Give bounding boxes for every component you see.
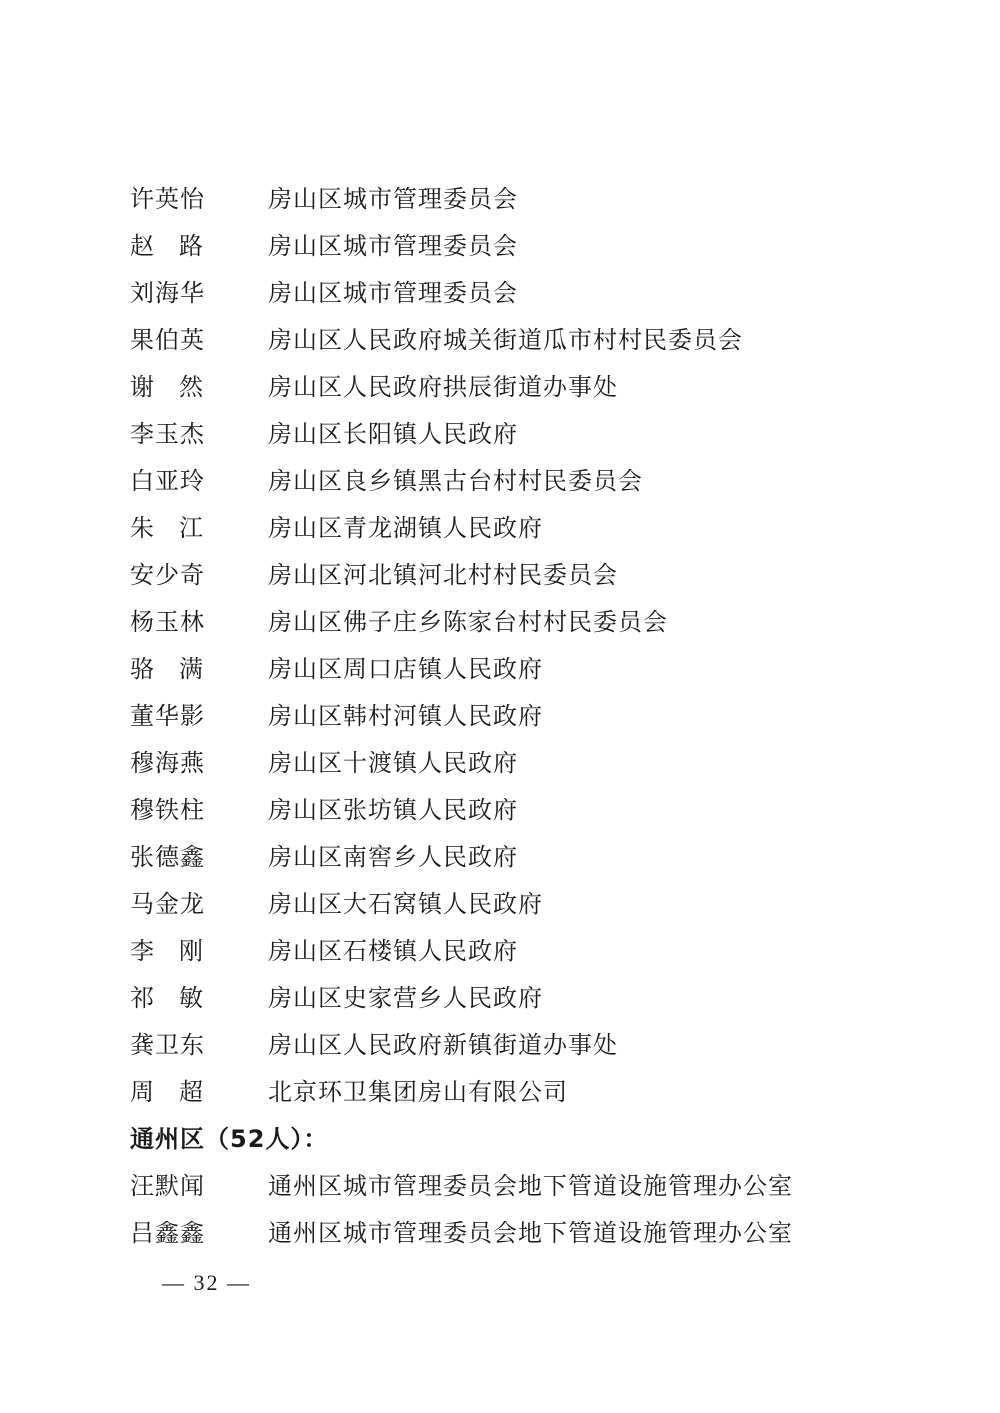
organization-name: 房山区人民政府新镇街道办事处 xyxy=(268,1031,618,1059)
list-item xyxy=(130,693,890,740)
personnel-group-fangshan xyxy=(130,176,890,1116)
person-name: 安少奇 xyxy=(130,561,205,589)
organization-name: 房山区良乡镇黑古台村村民委员会 xyxy=(268,467,643,495)
list-item xyxy=(130,740,890,787)
list-item xyxy=(130,270,890,317)
list-item xyxy=(130,975,890,1022)
organization-name: 房山区城市管理委员会 xyxy=(268,232,518,260)
list-item xyxy=(130,411,890,458)
person-name: 李玉杰 xyxy=(130,420,205,448)
list-item xyxy=(130,552,890,599)
list-item xyxy=(130,881,890,928)
person-name: 许英怡 xyxy=(130,185,205,213)
organization-name: 房山区周口店镇人民政府 xyxy=(268,655,543,683)
list-item xyxy=(130,1210,890,1257)
person-name: 龚卫东 xyxy=(130,1031,205,1059)
person-name: 董华影 xyxy=(130,702,205,730)
list-item xyxy=(130,646,890,693)
person-name: 张德鑫 xyxy=(130,843,205,871)
person-name: 吕鑫鑫 xyxy=(130,1219,205,1247)
list-item xyxy=(130,1022,890,1069)
list-item xyxy=(130,223,890,270)
list-item xyxy=(130,787,890,834)
organization-name: 房山区张坊镇人民政府 xyxy=(268,796,518,824)
list-item xyxy=(130,505,890,552)
organization-name: 北京环卫集团房山有限公司 xyxy=(268,1078,568,1106)
person-name: 刘海华 xyxy=(130,279,205,307)
organization-name: 房山区十渡镇人民政府 xyxy=(268,749,518,777)
person-name: 马金龙 xyxy=(130,890,205,918)
organization-name: 房山区青龙湖镇人民政府 xyxy=(268,514,543,542)
person-name: 李 刚 xyxy=(130,937,204,965)
person-name: 周 超 xyxy=(130,1078,204,1106)
organization-name: 通州区城市管理委员会地下管道设施管理办公室 xyxy=(268,1172,793,1200)
organization-name: 房山区史家营乡人民政府 xyxy=(268,984,543,1012)
organization-name: 房山区佛子庄乡陈家台村村民委员会 xyxy=(268,608,668,636)
person-name: 穆海燕 xyxy=(130,749,205,777)
personnel-list xyxy=(130,176,890,1257)
organization-name: 房山区城市管理委员会 xyxy=(268,279,518,307)
person-name: 赵 路 xyxy=(130,232,204,260)
page-number: — 32 — xyxy=(162,1270,251,1295)
organization-name: 房山区石楼镇人民政府 xyxy=(268,937,518,965)
person-name: 白亚玲 xyxy=(130,467,205,495)
person-name: 谢 然 xyxy=(130,373,204,401)
list-item xyxy=(130,599,890,646)
list-item xyxy=(130,176,890,223)
organization-name: 房山区人民政府城关街道瓜市村村民委员会 xyxy=(268,326,743,354)
person-name: 汪默闻 xyxy=(130,1172,205,1200)
organization-name: 通州区城市管理委员会地下管道设施管理办公室 xyxy=(268,1219,793,1247)
personnel-group-tongzhou xyxy=(130,1163,890,1257)
organization-name: 房山区大石窝镇人民政府 xyxy=(268,890,543,918)
list-item xyxy=(130,1069,890,1116)
list-item xyxy=(130,364,890,411)
person-name: 穆铁柱 xyxy=(130,796,205,824)
person-name: 骆 满 xyxy=(130,655,204,683)
person-name: 果伯英 xyxy=(130,326,205,354)
list-item xyxy=(130,317,890,364)
person-name: 祁 敏 xyxy=(130,984,204,1012)
section-heading: 通州区（52人）： xyxy=(130,1125,329,1153)
organization-name: 房山区人民政府拱辰街道办事处 xyxy=(268,373,618,401)
list-item xyxy=(130,928,890,975)
list-item xyxy=(130,834,890,881)
organization-name: 房山区城市管理委员会 xyxy=(268,185,518,213)
organization-name: 房山区韩村河镇人民政府 xyxy=(268,702,543,730)
list-item xyxy=(130,1163,890,1210)
person-name: 朱 江 xyxy=(130,514,204,542)
organization-name: 房山区南窖乡人民政府 xyxy=(268,843,518,871)
person-name: 杨玉林 xyxy=(130,608,205,636)
list-item xyxy=(130,458,890,505)
organization-name: 房山区河北镇河北村村民委员会 xyxy=(268,561,618,589)
organization-name: 房山区长阳镇人民政府 xyxy=(268,420,518,448)
